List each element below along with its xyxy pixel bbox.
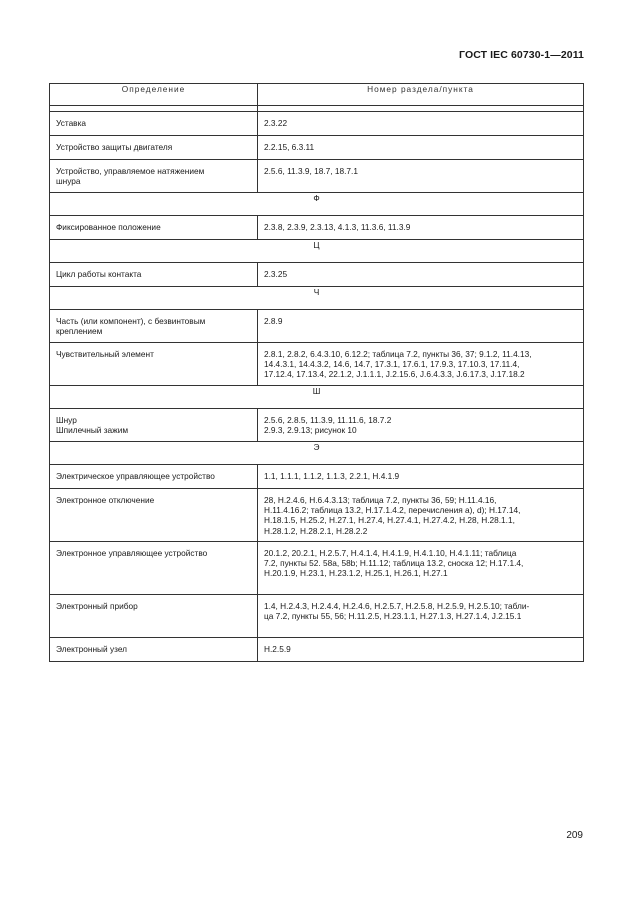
section-number-text: H.20.1.9, H.23.1, H.23.1.2, H.25.1, H.26.1, H.27.1 [264, 568, 448, 579]
definition-cell [50, 263, 258, 287]
definition-text: Устройство защиты двигателя [56, 142, 173, 152]
section-number-text: 2.3.8, 2.3.9, 2.3.13, 4.1.3, 11.3.6, 11.3.9 [264, 222, 411, 232]
table-body [50, 112, 584, 662]
letter-group-row [50, 193, 584, 216]
definition-text: Электронное управляющее устройство [56, 548, 208, 558]
section-number-cell [258, 489, 584, 542]
table-row [50, 595, 584, 638]
table-row [50, 465, 584, 489]
subject-index-table [49, 83, 584, 662]
section-number-cell [258, 465, 584, 489]
document-header: ГОСТ IEC 60730-1—2011 [459, 49, 584, 61]
table-row [50, 343, 584, 386]
section-number-cell [258, 136, 584, 160]
section-number-text: 7.2, пункты 52. 58а, 58b; H.11.12; таблица 13.2, сноска 12; H.17.1.4, [264, 558, 524, 569]
section-number-text: 1.4, H.2.4.3, H.2.4.4, H.2.4.6, H.2.5.7, H.2.5.8, H.2.5.9, H.2.5.10; табли- [264, 601, 530, 611]
definition-text: Цикл работы контакта [56, 269, 142, 279]
section-number-cell [258, 112, 584, 136]
definition-text: шнура [56, 176, 81, 187]
letter-heading: Ф [50, 193, 584, 216]
letter-heading: Ш [50, 386, 584, 409]
definition-cell [50, 409, 258, 442]
definition-text: Шнур [56, 415, 77, 425]
section-number-text: H.2.5.9 [264, 644, 291, 654]
section-number-text: 17.12.4, 17.13.4, 22.1.2, J.1.1.1, J.2.15.6, J.6.4.3.3, J.6.17.3, J.17.18.2 [264, 369, 525, 380]
definition-text: Устройство, управляемое натяжением [56, 166, 205, 176]
page-number: 209 [566, 830, 583, 841]
section-number-text: 2.2.15, 6.3.11 [264, 142, 315, 152]
definition-text: Электрическое управляющее устройство [56, 471, 215, 481]
definition-cell [50, 216, 258, 240]
section-number-text: 2.5.6, 2.8.5, 11.3.9, 11.11.6, 18.7.2 [264, 415, 392, 425]
table-header-row [50, 84, 584, 106]
definition-cell [50, 160, 258, 193]
definition-cell [50, 542, 258, 595]
letter-heading: Э [50, 442, 584, 465]
section-number-text: 14.4.3.1, 14.4.3.2, 14.6, 14.7, 17.3.1, 17.6.1, 17.9.3, 17.10.3, 17.11.4, [264, 359, 520, 370]
table-row [50, 136, 584, 160]
table-row [50, 542, 584, 595]
table-row [50, 263, 584, 287]
definition-cell [50, 595, 258, 638]
table-row [50, 409, 584, 442]
column-header-section-number: Номер раздела/пункта [258, 84, 584, 106]
letter-group-row [50, 287, 584, 310]
letter-group-row [50, 240, 584, 263]
section-number-cell [258, 310, 584, 343]
definition-text: Шпилечный зажим [56, 425, 129, 436]
section-number-text: ца 7.2, пункты 55, 56; H.11.2.5, H.23.1.1, H.27.1.3, H.27.1.4, J.2.15.1 [264, 611, 522, 622]
table-row [50, 160, 584, 193]
definition-cell [50, 136, 258, 160]
section-number-text: H.11.4.16.2; таблица 13.2, H.17.1.4.2, перечисления a), d); H.17.14, [264, 505, 521, 516]
section-number-cell [258, 542, 584, 595]
section-number-text: 2.8.9 [264, 316, 283, 326]
section-number-text: 20.1.2, 20.2.1, H.2.5.7, H.4.1.4, H.4.1.9, H.4.1.10, H.4.1.11; таблица [264, 548, 517, 558]
definition-text: Электронный прибор [56, 601, 138, 611]
definition-cell [50, 465, 258, 489]
definition-cell [50, 343, 258, 386]
section-number-text: 2.9.3, 2.9.13; рисунок 10 [264, 425, 357, 436]
definition-cell [50, 638, 258, 662]
table-row [50, 112, 584, 136]
section-number-text: 28, H.2.4.6, H.6.4.3.13; таблица 7.2, пункты 36, 59; H.11.4.16, [264, 495, 497, 505]
column-header-definition: Определение [50, 84, 258, 106]
section-number-cell [258, 160, 584, 193]
definition-text: Чувствительный элемент [56, 349, 154, 359]
table-row [50, 489, 584, 542]
letter-group-row [50, 442, 584, 465]
letter-group-row [50, 386, 584, 409]
section-number-text: H.18.1.5, H.25.2, H.27.1, H.27.4, H.27.4.1, H.27.4.2, H.28, H.28.1.1, [264, 515, 515, 526]
definition-text: Фиксированное положение [56, 222, 161, 232]
letter-heading: Ч [50, 287, 584, 310]
table-row [50, 216, 584, 240]
section-number-cell [258, 263, 584, 287]
letter-heading: Ц [50, 240, 584, 263]
definition-text: Электронный узел [56, 644, 128, 654]
section-number-text: H.28.1.2, H.28.2.1, H.28.2.2 [264, 525, 368, 536]
definition-cell [50, 310, 258, 343]
section-number-cell [258, 216, 584, 240]
section-number-cell [258, 638, 584, 662]
definition-cell [50, 112, 258, 136]
section-number-text: 1.1, 1.1.1, 1.1.2, 1.1.3, 2.2.1, H.4.1.9 [264, 471, 400, 481]
table-row [50, 310, 584, 343]
definition-text: Уставка [56, 118, 87, 128]
definition-cell [50, 489, 258, 542]
section-number-cell [258, 409, 584, 442]
definition-text: Часть (или компонент), с безвинтовым [56, 316, 206, 326]
section-number-cell [258, 343, 584, 386]
definition-text: креплением [56, 326, 103, 337]
section-number-text: 2.3.25 [264, 269, 288, 279]
definition-text: Электронное отключение [56, 495, 155, 505]
section-number-text: 2.3.22 [264, 118, 288, 128]
table-row [50, 638, 584, 662]
section-number-text: 2.5.6, 11.3.9, 18.7, 18.7.1 [264, 166, 358, 176]
section-number-text: 2.8.1, 2.8.2, 6.4.3.10, 6.12.2; таблица 7.2, пункты 36, 37; 9.1.2, 11.4.13, [264, 349, 532, 359]
section-number-cell [258, 595, 584, 638]
